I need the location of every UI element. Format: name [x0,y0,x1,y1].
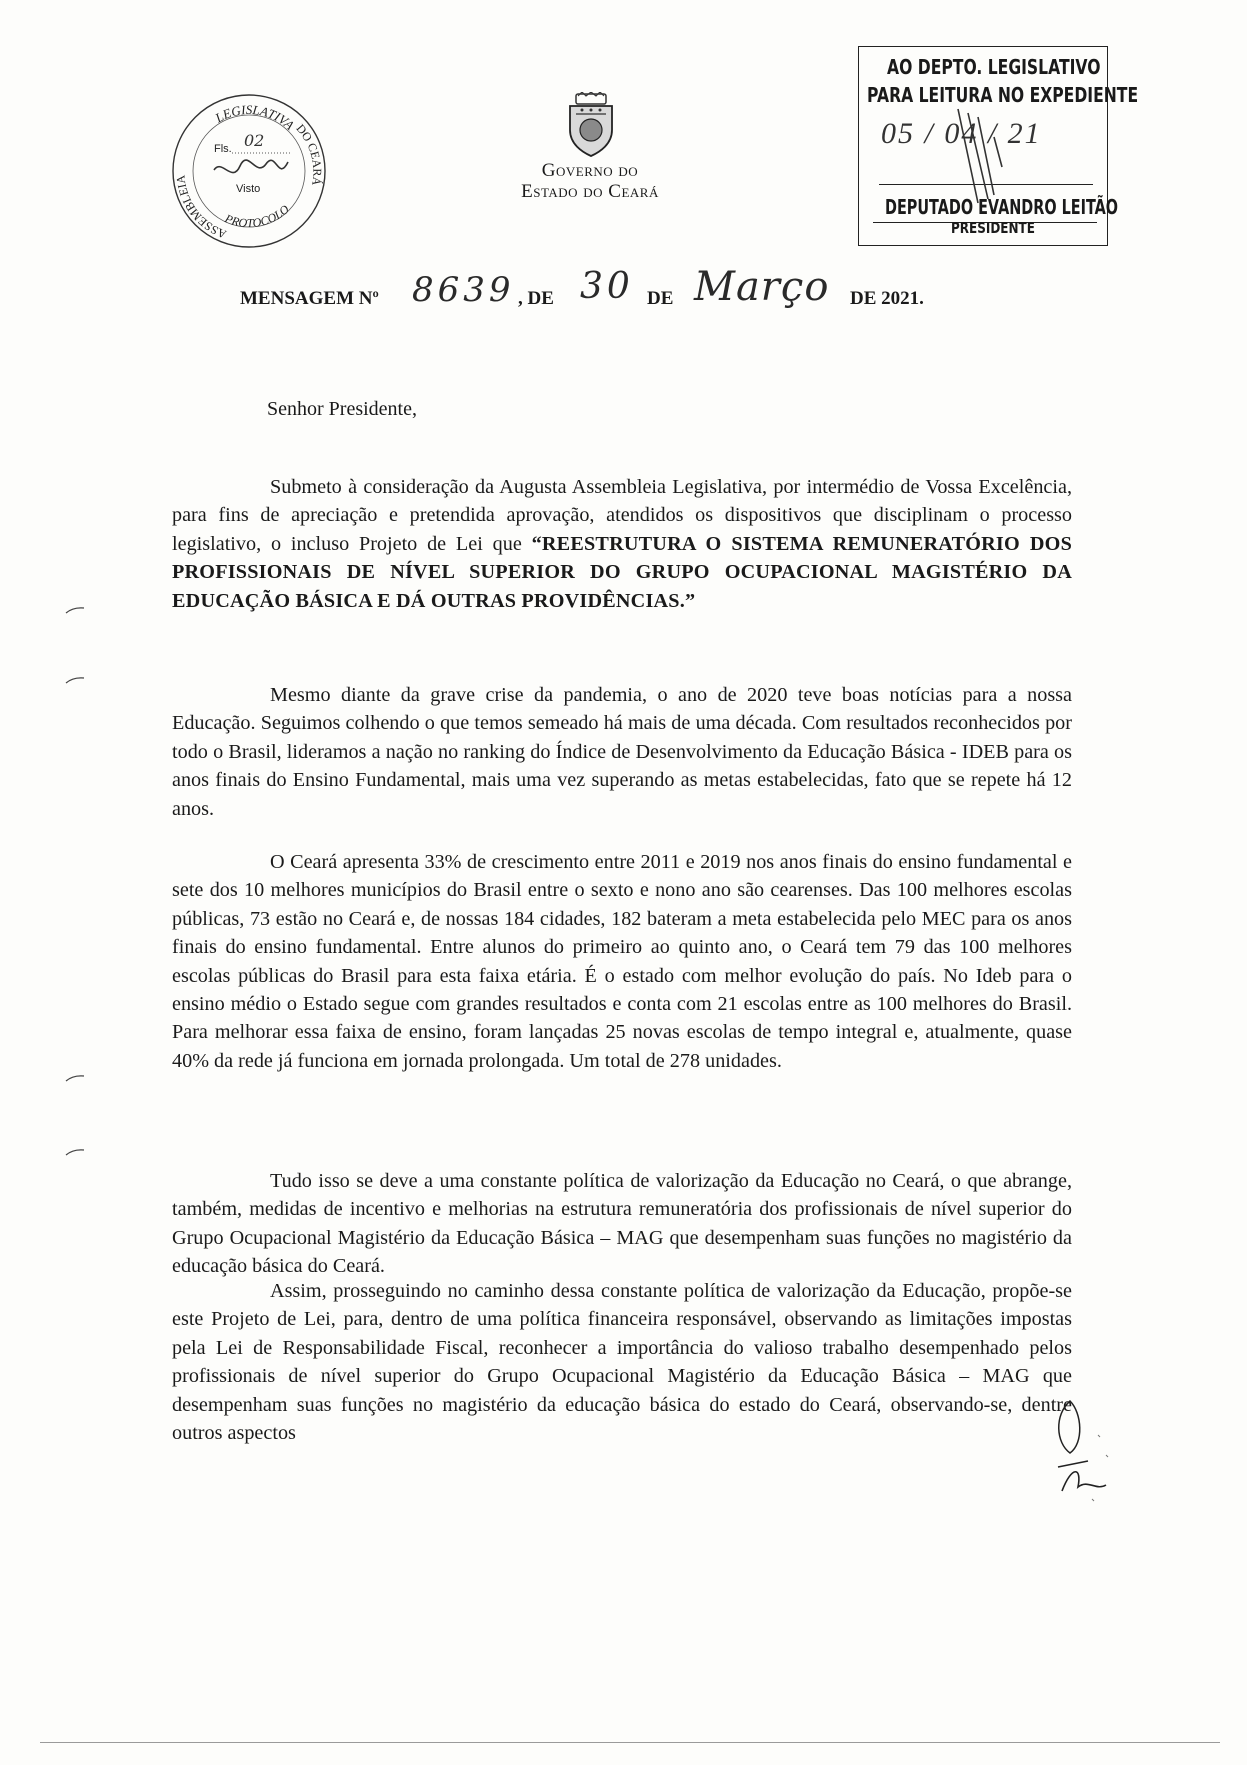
seal-signature [214,160,288,173]
svg-text:LEGISLATIVA [212,102,297,133]
message-label: MENSAGEM Nº [240,288,379,309]
svg-text:PROTOCOLO [222,202,292,230]
paragraph-4 [172,1167,1072,1281]
paragraph-2-text: Mesmo diante da grave crise da pandemia, o ano de 2020 teve boas notícias para a nossa Educação. Seguimos colhendo o que temos semeado há mais de uma década. Com resultados reconhecidos por todo o Brasil, lideramos a nação no ranking do Índice de Desenvolvimento da Educação Básica - IDEB para os anos finais do Ensino Fundamental, mais uma vez superando as metas estabelecidas, fato que se repete há 12 anos. [172,684,1072,820]
seal-right-arc: DO CEARÁ [293,121,325,187]
government-line-2: Estado do Ceará [521,181,659,202]
paragraph-4-text: Tudo isso se deve a uma constante política de valorização da Educação no Ceará, o que abrange, também, medidas de incentivo e melhorias na estrutura remuneratória dos profissionais de nível superior do Grupo Ocupacional Magistério da Educação Básica – MAG que desempenham suas funções no magistério da educação básica do Ceará. [172,1170,1072,1278]
seal-bottom-arc: PROTOCOLO [222,202,292,231]
stamp-date: 05 / 04 / 21 [881,117,1042,150]
government-line-1: Governo do [541,160,639,181]
assembly-protocol-seal [170,92,328,250]
salutation: Senhor Presidente, [267,398,417,420]
paragraph-5 [172,1277,1072,1447]
seal-top-arc: LEGISLATIVA [212,101,298,133]
paragraph-1-text: Submeto à consideração da Augusta Assembleia Legislativa, por intermédio de Vossa Excelência, para fins de apreciação e pretendida aprovação, atendidos os dispositivos que disciplinam o processo legislativo, o incluso Projeto de Lei que [172,476,1072,555]
ceara-coat-of-arms-icon [562,92,620,158]
handwritten-initials [1048,1395,1118,1505]
message-year: DE 2021. [850,288,924,309]
stamp-line-1: AO DEPTO. LEGISLATIVO [887,55,1101,79]
margin-mark [65,606,85,614]
svg-text:DO CEARÁ [293,121,324,187]
paragraph-1 [172,473,1072,615]
message-month: Março [694,264,830,310]
message-header [240,264,960,330]
paragraph-3-text: O Ceará apresenta 33% de crescimento entre 2011 e 2019 nos anos finais do ensino fundamental e sete dos 10 melhores municípios do Brasil entre o sexto e nono ano são cearenses. Das 100 melhores escolas públicas, 73 estão no Ceará e, de nossas 184 cidades, 182 bateram a meta estabelecida pelo MEC para os anos finais do ensino fundamental. Entre alunos do primeiro ao quinto ano, o Ceará tem 79 das 100 melhores escolas públicas do Brasil para esta faixa etária. É o estado com melhor evolução do país. No Ideb para o ensino médio o Estado segue com grandes resultados e conta com 21 escolas entre as 100 melhores do Brasil. Para melhorar essa faixa de ensino, foram lançadas 25 novas escolas de tempo integral e, atualmente, quase 40% da rede já funciona em jornada prolongada. Um total de 278 unidades. [172,851,1072,1072]
government-header [470,160,710,202]
message-day: 30 [580,266,634,307]
stamp-signature [954,107,1014,207]
seal-fls-value: 02 [244,131,265,150]
message-de-1: , DE [518,288,554,309]
seal-visto-label: Visto [236,183,261,195]
stamp-title: PRESIDENTE [951,219,1035,237]
page-bottom-rule [40,1742,1220,1743]
margin-mark [65,1148,85,1156]
paragraph-3 [172,848,1072,1075]
paragraph-5-text: Assim, prosseguindo no caminho dessa constante política de valorização da Educação, propõe-se este Projeto de Lei, para, dentro de uma política financeira responsável, observando as limitações impostas pela Lei de Responsabilidade Fiscal, reconhecer a importância do valioso trabalho desempenhado pelos profissionais de nível superior do Grupo Ocupacional Magistério da Educação Básica – MAG que desempenham suas funções no magistério da educação básica do estado do Ceará, observando-se, dentre outros aspectos [172,1280,1072,1445]
message-de-2: DE [647,288,674,309]
stamp-line-2: PARA LEITURA NO EXPEDIENTE [867,83,1139,107]
bill-title: “REESTRUTURA O SISTEMA REMUNERATÓRIO DOS PROFISSIONAIS DE NÍVEL SUPERIOR DO GRUPO OCUPACIONAL MAGISTÉRIO DA EDUCAÇÃO BÁSICA E DÁ OUTRAS PROVIDÊNCIAS.” [172,532,1072,612]
seal-fls-label: Fls. [214,143,232,155]
margin-mark [65,1074,85,1082]
message-number: 8639 [412,270,515,310]
seal-left-arc: ASSEMBLEIA [173,174,229,242]
paragraph-2 [172,681,1072,823]
margin-mark [65,676,85,684]
reading-stamp [858,46,1139,246]
stamp-signer: DEPUTADO EVANDRO LEITÃO [885,195,1119,219]
svg-text:ASSEMBLEIA [173,174,228,241]
